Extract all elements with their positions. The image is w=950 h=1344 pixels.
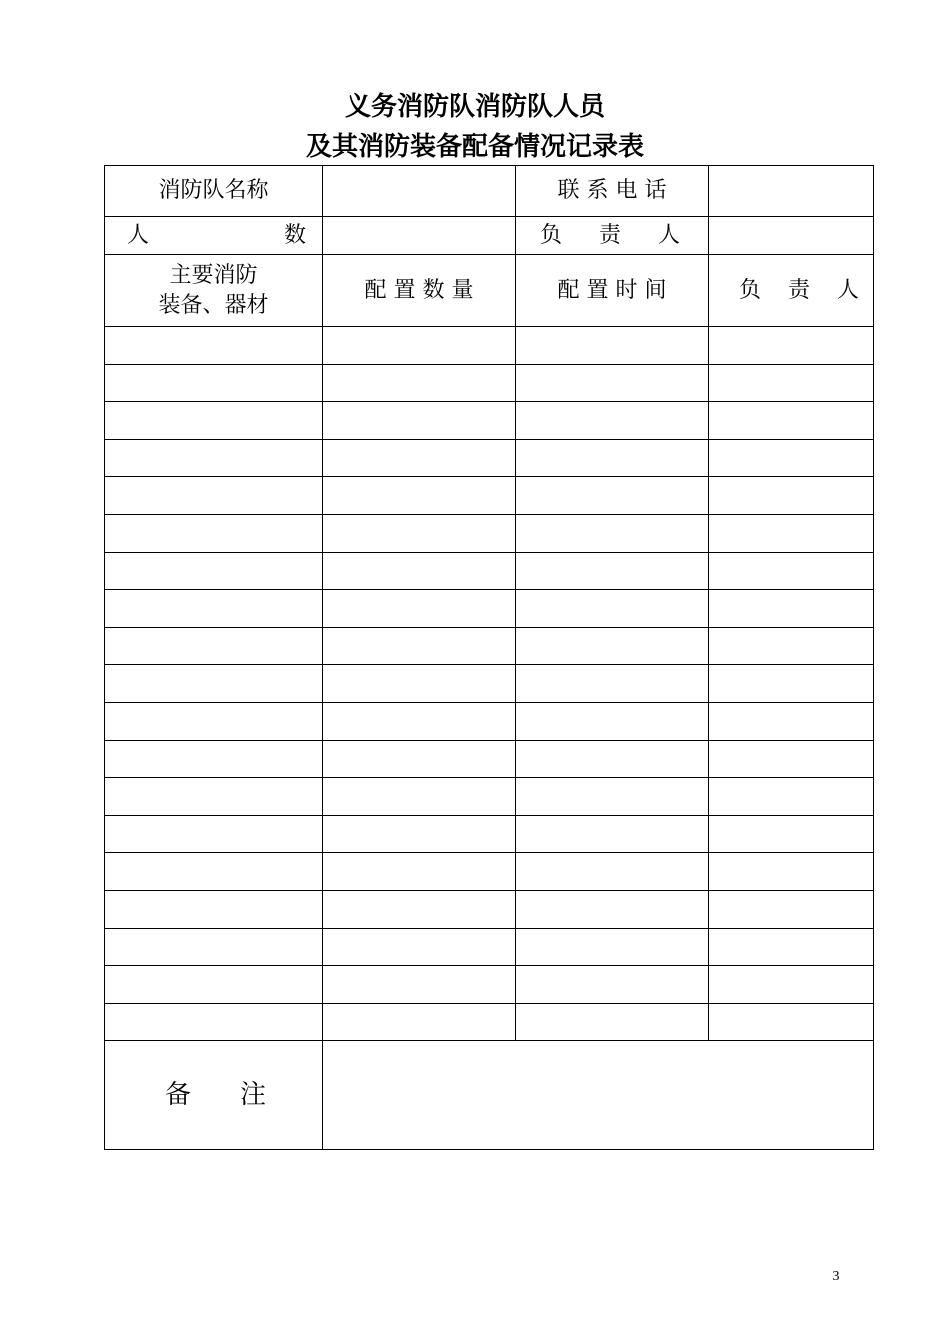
table-row <box>105 966 874 1004</box>
equipment-cell[interactable] <box>105 928 323 966</box>
leader-label-char: 责 <box>598 222 621 248</box>
person-cell[interactable] <box>709 1003 874 1041</box>
time-cell[interactable] <box>516 966 709 1004</box>
person-cell[interactable] <box>709 740 874 778</box>
equipment-cell[interactable] <box>105 853 323 891</box>
time-cell[interactable] <box>516 778 709 816</box>
time-cell[interactable] <box>516 590 709 628</box>
time-cell[interactable] <box>516 402 709 440</box>
time-cell[interactable] <box>516 439 709 477</box>
equipment-header-line2: 装备、器材 <box>158 292 269 318</box>
person-cell[interactable] <box>709 477 874 515</box>
team-name-label: 消防队名称 <box>105 166 323 217</box>
quantity-cell[interactable] <box>323 740 516 778</box>
person-column-header <box>709 255 874 327</box>
headcount-label-char: 数 <box>283 222 306 248</box>
quantity-cell[interactable] <box>323 590 516 628</box>
record-table <box>104 165 874 1150</box>
equipment-cell[interactable] <box>105 890 323 928</box>
phone-label: 联 系 电 话 <box>516 166 709 217</box>
equipment-cell[interactable] <box>105 778 323 816</box>
time-column-header: 配 置 时 间 <box>516 255 709 327</box>
quantity-cell[interactable] <box>323 364 516 402</box>
equipment-cell[interactable] <box>105 439 323 477</box>
equipment-cell[interactable] <box>105 815 323 853</box>
quantity-cell[interactable] <box>323 1003 516 1041</box>
headcount-label-char: 人 <box>127 222 150 248</box>
headcount-label <box>105 217 323 255</box>
person-cell[interactable] <box>709 853 874 891</box>
equipment-cell[interactable] <box>105 966 323 1004</box>
equipment-cell[interactable] <box>105 477 323 515</box>
person-cell[interactable] <box>709 702 874 740</box>
person-cell[interactable] <box>709 890 874 928</box>
quantity-cell[interactable] <box>323 702 516 740</box>
equipment-cell[interactable] <box>105 552 323 590</box>
quantity-cell[interactable] <box>323 890 516 928</box>
person-cell[interactable] <box>709 778 874 816</box>
person-cell[interactable] <box>709 928 874 966</box>
table-row <box>105 778 874 816</box>
table-row <box>105 665 874 703</box>
headcount-field[interactable] <box>323 217 516 255</box>
quantity-column-header: 配 置 数 量 <box>323 255 516 327</box>
quantity-cell[interactable] <box>323 665 516 703</box>
quantity-cell[interactable] <box>323 928 516 966</box>
equipment-cell[interactable] <box>105 590 323 628</box>
person-cell[interactable] <box>709 590 874 628</box>
time-cell[interactable] <box>516 890 709 928</box>
table-row <box>105 439 874 477</box>
equipment-cell[interactable] <box>105 740 323 778</box>
leader-label <box>516 217 709 255</box>
quantity-cell[interactable] <box>323 966 516 1004</box>
table-row <box>105 1003 874 1041</box>
quantity-cell[interactable] <box>323 853 516 891</box>
equipment-column-header <box>105 255 323 327</box>
quantity-cell[interactable] <box>323 778 516 816</box>
equipment-cell[interactable] <box>105 627 323 665</box>
person-cell[interactable] <box>709 552 874 590</box>
person-cell[interactable] <box>709 364 874 402</box>
table-row <box>105 552 874 590</box>
time-cell[interactable] <box>516 364 709 402</box>
remarks-field[interactable] <box>323 1041 874 1150</box>
table-row <box>105 514 874 552</box>
person-cell[interactable] <box>709 327 874 365</box>
quantity-cell[interactable] <box>323 514 516 552</box>
time-cell[interactable] <box>516 327 709 365</box>
equipment-cell[interactable] <box>105 702 323 740</box>
remarks-label-char: 备 <box>165 1080 192 1111</box>
leader-label-char: 负 <box>540 222 563 248</box>
person-cell[interactable] <box>709 514 874 552</box>
equipment-cell[interactable] <box>105 327 323 365</box>
page-number: 3 <box>832 1269 840 1284</box>
person-header-char: 责 <box>787 277 810 303</box>
time-cell[interactable] <box>516 702 709 740</box>
team-name-field[interactable] <box>323 166 516 217</box>
document-title-line1: 义务消防队消防队人员 <box>344 92 605 122</box>
table-row <box>105 890 874 928</box>
document-title-line2: 及其消防装备配备情况记录表 <box>305 132 644 162</box>
quantity-cell[interactable] <box>323 477 516 515</box>
quantity-cell[interactable] <box>323 552 516 590</box>
table-row <box>105 327 874 365</box>
time-cell[interactable] <box>516 928 709 966</box>
leader-label-char: 人 <box>657 222 680 248</box>
quantity-cell[interactable] <box>323 327 516 365</box>
person-cell[interactable] <box>709 439 874 477</box>
remarks-row <box>105 1041 874 1150</box>
team-info-row <box>105 166 874 217</box>
equipment-cell[interactable] <box>105 402 323 440</box>
table-row <box>105 627 874 665</box>
table-row <box>105 402 874 440</box>
quantity-cell[interactable] <box>323 402 516 440</box>
time-cell[interactable] <box>516 853 709 891</box>
time-cell[interactable] <box>516 627 709 665</box>
time-cell[interactable] <box>516 514 709 552</box>
equipment-header-line1: 主要消防 <box>169 262 258 288</box>
quantity-cell[interactable] <box>323 439 516 477</box>
time-cell[interactable] <box>516 552 709 590</box>
table-row <box>105 928 874 966</box>
person-cell[interactable] <box>709 665 874 703</box>
table-row <box>105 853 874 891</box>
leader-field[interactable] <box>709 217 874 255</box>
equipment-cell[interactable] <box>105 1003 323 1041</box>
column-header-row <box>105 255 874 327</box>
equipment-cell[interactable] <box>105 514 323 552</box>
phone-field[interactable] <box>709 166 874 217</box>
table-row <box>105 815 874 853</box>
headcount-row <box>105 217 874 255</box>
quantity-cell[interactable] <box>323 815 516 853</box>
table-row <box>105 740 874 778</box>
time-cell[interactable] <box>516 1003 709 1041</box>
person-header-char: 负 <box>739 277 762 303</box>
time-cell[interactable] <box>516 740 709 778</box>
table-row <box>105 590 874 628</box>
time-cell[interactable] <box>516 665 709 703</box>
table-row <box>105 477 874 515</box>
remarks-label <box>105 1041 323 1150</box>
person-cell[interactable] <box>709 627 874 665</box>
time-cell[interactable] <box>516 477 709 515</box>
equipment-cell[interactable] <box>105 665 323 703</box>
person-cell[interactable] <box>709 966 874 1004</box>
person-cell[interactable] <box>709 402 874 440</box>
person-cell[interactable] <box>709 815 874 853</box>
table-row <box>105 702 874 740</box>
quantity-cell[interactable] <box>323 627 516 665</box>
table-row <box>105 364 874 402</box>
time-cell[interactable] <box>516 815 709 853</box>
equipment-cell[interactable] <box>105 364 323 402</box>
person-header-char: 人 <box>836 277 859 303</box>
remarks-label-char: 注 <box>239 1080 266 1111</box>
